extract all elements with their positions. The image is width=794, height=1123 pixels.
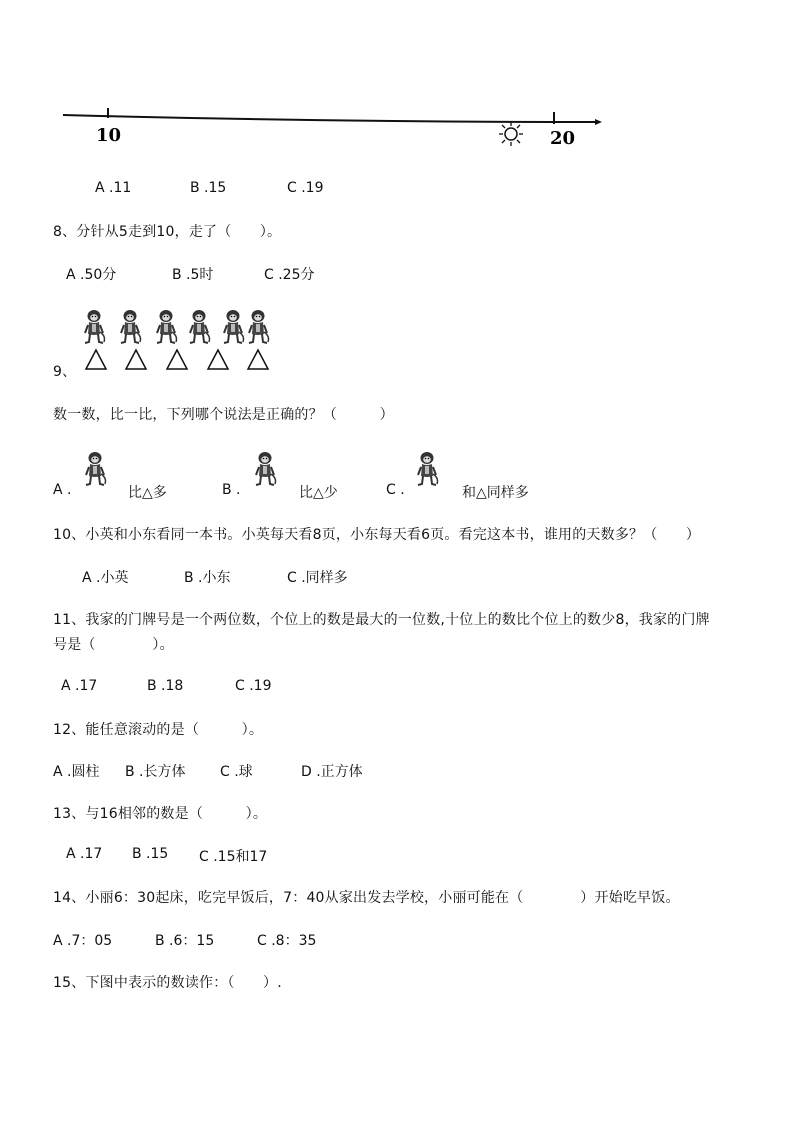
q10-question: 10、小英和小东看同一本书。小英每天看8页，小东每天看6页。看完这本书，谁用的天数多？（ ）	[53, 527, 701, 543]
q9-option-c[interactable]	[386, 482, 405, 498]
q12-option-a[interactable]: A .圆柱	[53, 764, 100, 780]
q8-question: 8、分针从5走到10，走了（ ）。	[53, 224, 282, 240]
q9-option-b-prefix: B .	[222, 482, 241, 498]
q11-option-a[interactable]: A .17	[61, 678, 98, 694]
q9-figure	[75, 308, 285, 373]
monkey-icon	[78, 450, 112, 494]
monkey-icon	[249, 310, 269, 343]
label-10: 10	[96, 125, 122, 146]
q13-question: 13、与16相邻的数是（ ）。	[53, 806, 268, 822]
q13-option-a[interactable]: A .17	[66, 846, 103, 862]
q9-number: 9、	[53, 364, 77, 380]
q15-question: 15、下图中表示的数读作：（ ）.	[53, 975, 282, 991]
q7-option-b[interactable]: B .15	[190, 180, 227, 196]
q9-option-b[interactable]	[222, 482, 241, 498]
monkey-icon	[190, 310, 210, 343]
q8-option-a[interactable]: A .50分	[66, 267, 117, 283]
monkey-icon	[248, 450, 282, 494]
q14-question: 14、小丽6：30起床，吃完早饭后，7：40从家出发去学校，小丽可能在（ ）开始吃早饭。	[53, 890, 680, 906]
q8-option-c[interactable]: C .25分	[264, 267, 315, 283]
monkey-icon	[85, 310, 105, 343]
triangle-icon	[208, 350, 228, 369]
q13-option-b[interactable]: B .15	[132, 846, 169, 862]
triangle-icon	[86, 350, 106, 369]
number-line-arrow	[595, 119, 602, 125]
q9-option-c-prefix: C .	[386, 482, 405, 498]
number-line-figure	[55, 100, 615, 160]
q12-option-c[interactable]: C .球	[220, 764, 253, 780]
q9-option-a-suffix: 比△多	[128, 485, 167, 501]
q7-option-c[interactable]: C .19	[287, 180, 324, 196]
triangle-icon	[126, 350, 146, 369]
label-20: 20	[550, 128, 576, 149]
sun-icon	[499, 122, 523, 146]
q14-option-b[interactable]: B .6：15	[155, 933, 215, 949]
q10-option-b[interactable]: B .小东	[184, 570, 231, 586]
q13-option-c[interactable]: C .15和17	[199, 849, 268, 865]
q9-option-b-suffix: 比△少	[299, 485, 338, 501]
q14-option-c[interactable]: C .8：35	[257, 933, 317, 949]
q10-option-a[interactable]: A .小英	[82, 570, 129, 586]
q9-option-a[interactable]	[53, 482, 71, 498]
q9-option-a-prefix: A .	[53, 482, 72, 498]
q9-prompt: 数一数，比一比，下列哪个说法是正确的？（ ）	[53, 407, 394, 423]
q12-option-b[interactable]: B .长方体	[125, 764, 186, 780]
q11-option-c[interactable]: C .19	[235, 678, 272, 694]
q10-option-c[interactable]: C .同样多	[287, 570, 348, 586]
q7-option-a[interactable]: A .11	[95, 180, 132, 196]
number-line	[63, 115, 595, 122]
monkey-icon	[157, 310, 177, 343]
q9-option-c-suffix: 和△同样多	[462, 485, 529, 501]
q11-question-line1: 11、我家的门牌号是一个两位数，个位上的数是最大的一位数,十位上的数比个位上的数少8，我家的门牌	[53, 612, 710, 628]
q12-option-d[interactable]: D .正方体	[301, 764, 363, 780]
q8-option-b[interactable]: B .5时	[172, 267, 214, 283]
monkey-icon	[224, 310, 244, 343]
q11-question-line2: 号是（ ）。	[53, 637, 174, 653]
q12-question: 12、能任意滚动的是（ ）。	[53, 722, 264, 738]
q14-option-a[interactable]: A .7：05	[53, 933, 113, 949]
triangle-icon	[167, 350, 187, 369]
monkey-icon	[121, 310, 141, 343]
triangle-icon	[248, 350, 268, 369]
monkey-icon	[410, 450, 444, 494]
q11-option-b[interactable]: B .18	[147, 678, 184, 694]
